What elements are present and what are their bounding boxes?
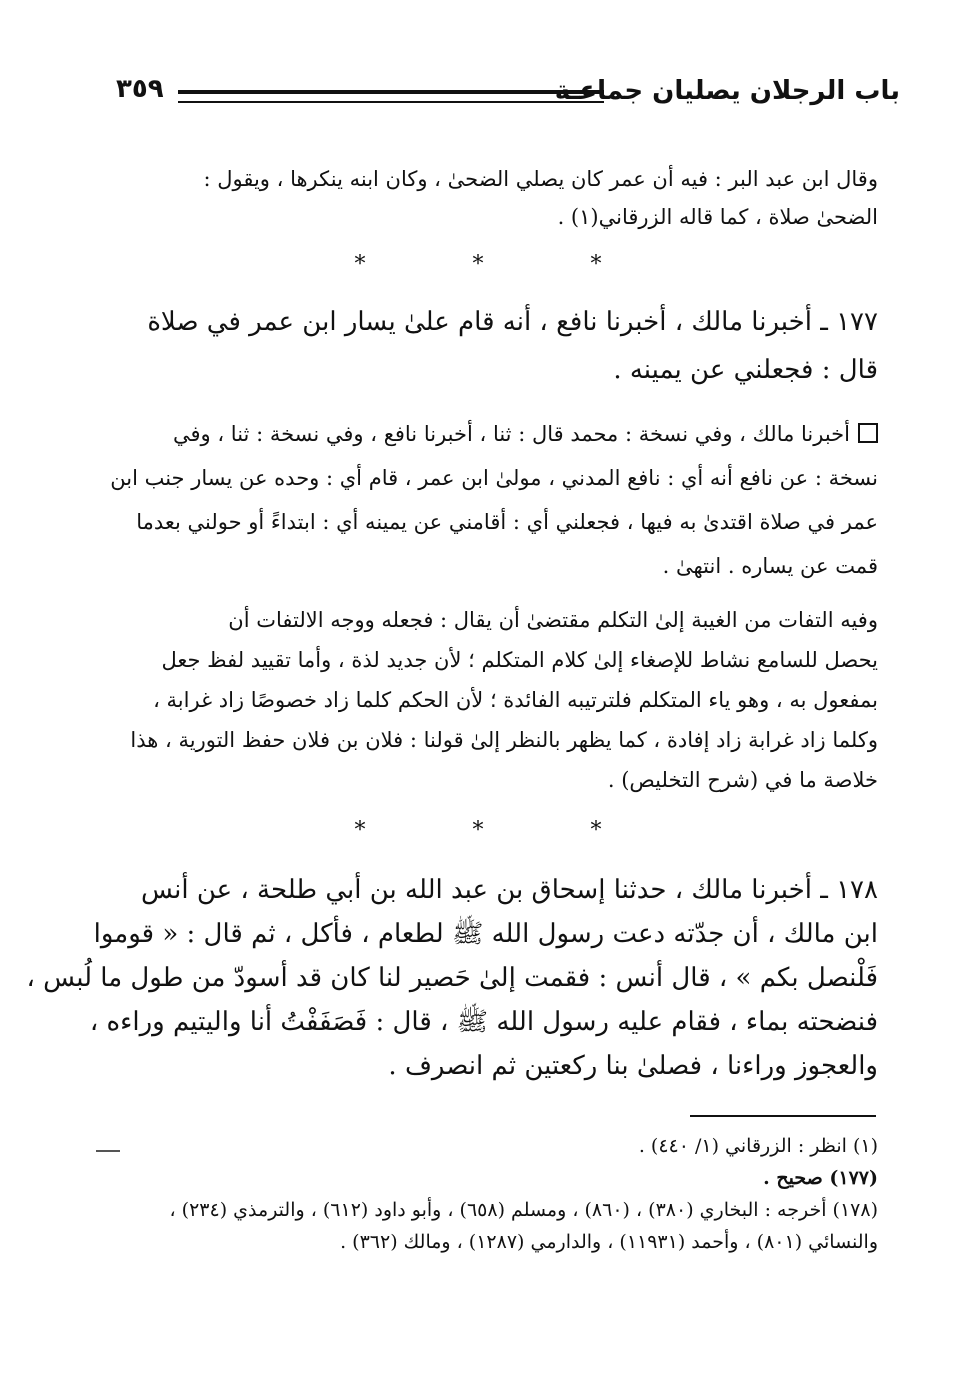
section-separator: * * *: [354, 252, 652, 277]
text-line: فَلْنصل بكم » ، قال أنس : فقمت إلىٰ حَصير لنا كان قد أسودّ من طول ما لُبس ،: [26, 963, 878, 993]
header-rule: [178, 90, 604, 103]
footnote-rule: [690, 1115, 876, 1117]
page-header: [110, 72, 900, 112]
intro-paragraph: [112, 160, 878, 236]
text-line: وقال ابن عبد البر : فيه أن عمر كان يصلي الضحىٰ ، وكان ابنه ينكرها ، ويقول :: [203, 167, 878, 191]
text-line: بمفعول به ، وهو ياء المتكلم فلترتيبه الفائدة ؛ لأن الحكم كلما زاد خصوصًا زاد غرابة ،: [153, 688, 878, 712]
page-number: ٣٥٩: [116, 74, 164, 104]
text-line: عمر في صلاة اقتدىٰ به فيها ، فجعلني أي : أقامني عن يمينه أي : ابتداءً أو حولني بعدما: [136, 510, 878, 534]
chapter-title: باب الرجلان يصليان جماعـة: [554, 76, 900, 106]
text-line: فنضحته بماء ، فقام عليه رسول الله ﷺ ، قال : فَصَفَفْتُ أنا واليتيم وراءه ،: [89, 1007, 878, 1037]
text-line: خلاصة ما في (شرح التخليص) .: [607, 768, 878, 792]
text-line: قمت عن يساره . انتهىٰ .: [662, 554, 878, 578]
text-line: ١٧٨ ـ أخبرنا مالك ، حدثنا إسحاق بن عبد الله بن أبي طلحة ، عن أنس: [140, 875, 878, 905]
text-line: وكلما زاد غرابة زاد إفادة ، كما يظهر بالنظر إلىٰ قولنا : فلان بن فلان حفظ التورية ، هذا: [130, 728, 878, 752]
text-line: ١٧٧ ـ أخبرنا مالك ، أخبرنا نافع ، أنه قام علىٰ يسار ابن عمر في صلاة: [147, 307, 878, 337]
text-line: قال : فجعلني عن يمينه .: [613, 355, 878, 385]
footnote: (١٧٨) أخرجه : البخاري (٣٨٠) ، (٨٦٠) ، ومسلم (٦٥٨) ، وأبو داود (٦١٢) ، والترمذي (٢٣٤) ،: [169, 1199, 878, 1221]
commentary-177: [112, 412, 878, 588]
footnote: والنسائي (٨٠١) ، وأحمد (١١٩٣١) ، والدارمي (١٢٨٧) ، ومالك (٣٦٢) .: [340, 1231, 878, 1253]
text-line-content: أخبرنا مالك ، وفي نسخة : محمد قال : ثنا ، أخبرنا نافع ، وفي نسخة : ثنا ، وفي: [173, 422, 850, 446]
footnote: (١) انظر : الزرقاني (١/ ٤٤٠) .: [638, 1135, 878, 1157]
commentary-paragraph-2: [112, 600, 878, 800]
hadith-178: [26, 868, 878, 1088]
text-line: نسخة : عن نافع أنه أي : نافع المدني ، مولىٰ ابن عمر ، قام أي : وحده عن يسار جنب ابن: [110, 466, 878, 490]
section-separator: * * *: [354, 818, 652, 843]
text-line: والعجوز وراءنا ، فصلىٰ بنا ركعتين ثم انصرف .: [388, 1051, 878, 1081]
footnotes: [112, 1130, 878, 1258]
text-line: يحصل للسامع نشاط للإصغاء إلىٰ كلام المتكلم ؛ لأن جديد لذة ، وأما تقييد لفظ جعل: [161, 648, 878, 672]
square-marker-icon: [858, 423, 878, 443]
text-line: الضحىٰ صلاة ، كما قاله الزرقاني(١) .: [557, 205, 878, 229]
text-line: وفيه التفات من الغيبة إلىٰ التكلم مقتضىٰ أن يقال : فجعله ووجه الالتفات أن: [228, 608, 878, 632]
footnote: (١٧٧) صحيح .: [763, 1167, 878, 1189]
hadith-177: [112, 298, 878, 394]
text-line: [112, 412, 878, 456]
text-line: ابن مالك ، أن جدّته دعت رسول الله ﷺ لطعام ، فأكل ، ثم قال : « قوموا: [93, 919, 878, 949]
